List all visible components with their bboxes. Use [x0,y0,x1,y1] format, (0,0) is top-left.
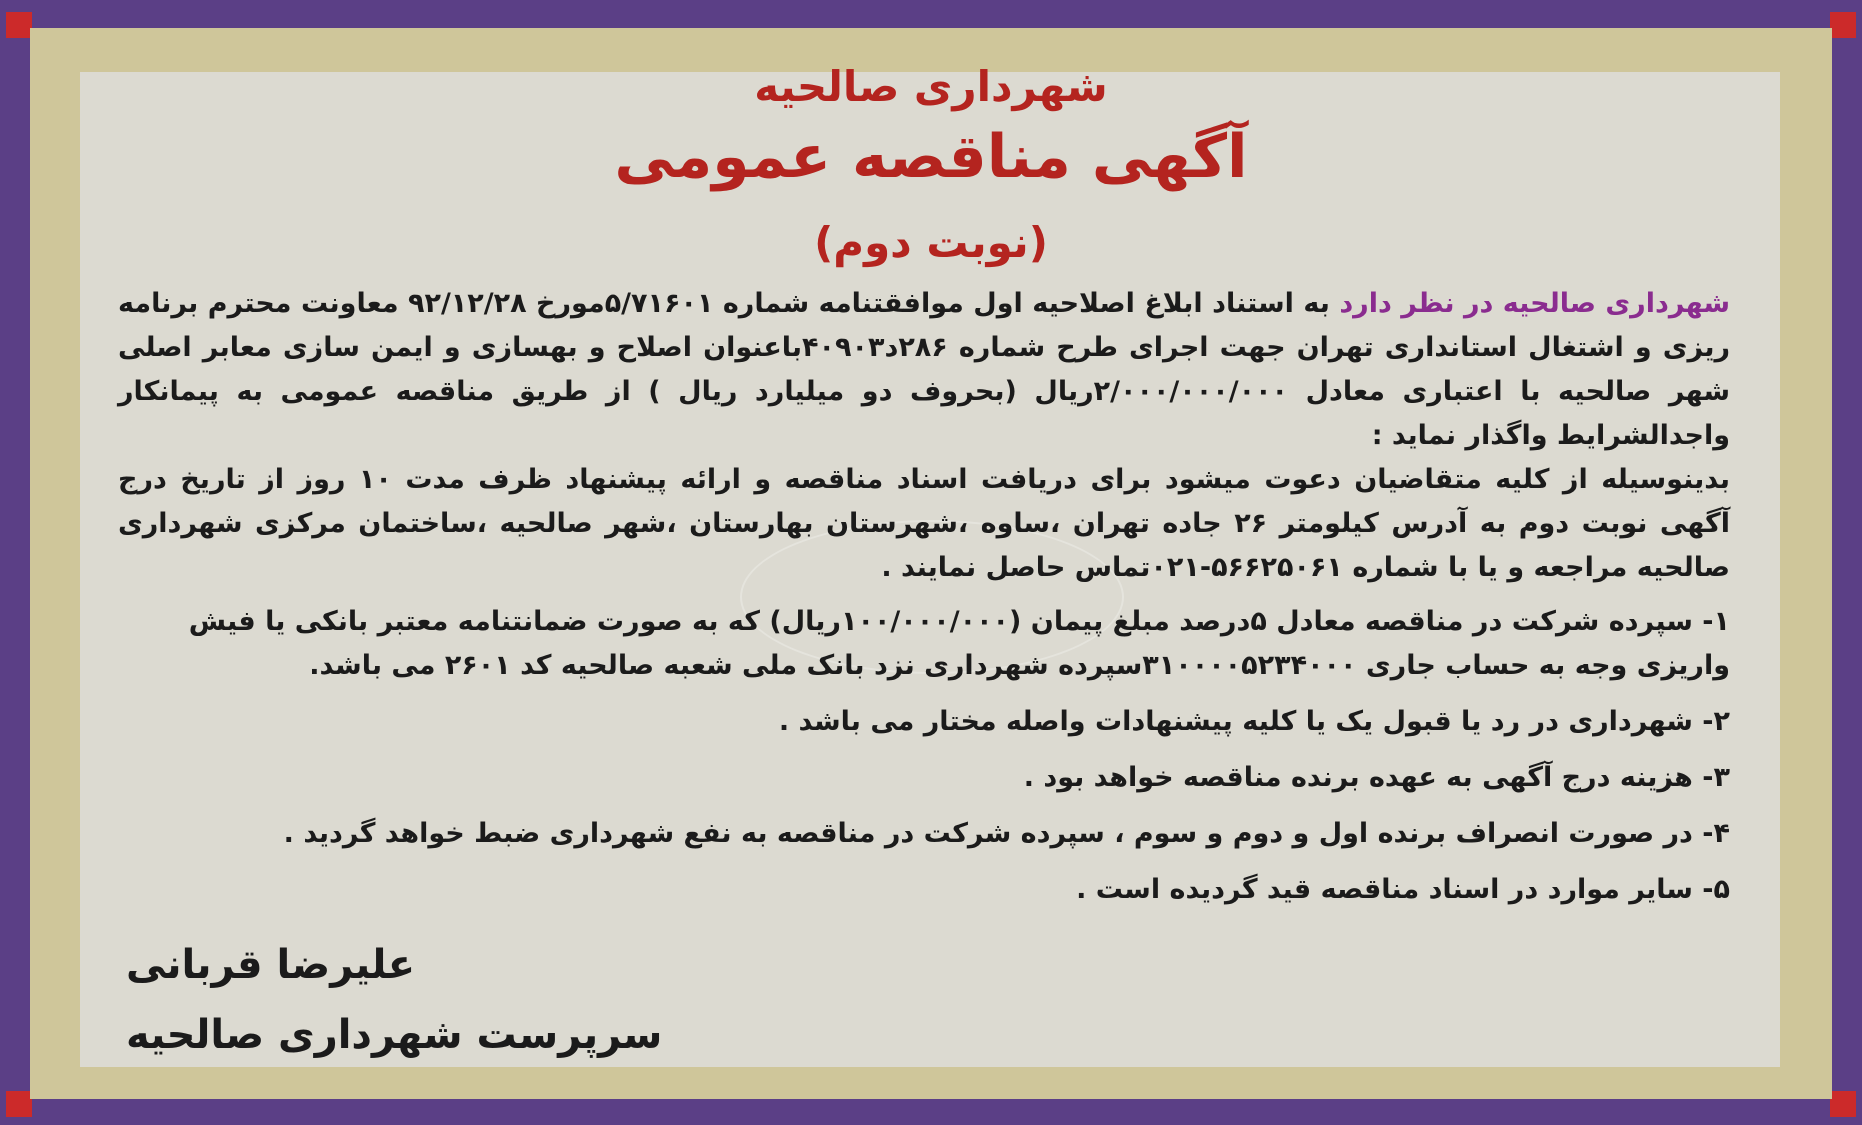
condition-item: ۲- شهرداری در رد یا قبول یک یا کلیه پیشنهادات واصله مختار می باشد . [778,706,1730,737]
condition-item: ۳- هزینه درج آگهی به عهده برنده مناقصه خواهد بود . [1023,762,1730,793]
intro-text: به استناد ابلاغ اصلاحیه اول موافقتنامه شماره ۵/۷۱۶۰۱مورخ ۹۲/۱۲/۲۸ معاونت محترم برنامه ریزی و اشتغال استانداری تهران جهت اجرای طرح شماره ۲۸۶د۴۰۹۰۳باعنوان اصلاح و بهسازی و ایمن سازی معابر اصلی شهر صالحیه با اعتباری معادل ۲/۰۰۰/۰۰۰/۰۰۰ریال (بحروف دو میلیارد ریال ) از طریق مناقصه عمومی به پیمانکار واجدالشرایط واگذار نماید : [118,288,1730,451]
invitation-paragraph: بدینوسیله از کلیه متقاضیان دعوت میشود برای دریافت اسناد مناقصه و ارائه پیشنهاد ظرف مدت ۱۰ روز از تاریخ درج آگهی نوبت دوم به آدرس کیلومتر ۲۶ جاده تهران ،ساوه ،شهرستان بهارستان ،شهر صالحیه ،ساختمان مرکزی شهرداری صالحیه مراجعه و یا با شماره ۵۶۶۲۵۰۶۱-۰۲۱تماس حاصل نمایند . [118,464,1730,583]
corner-marker [6,1091,32,1117]
condition-item: ۱- سپرده شرکت در مناقصه معادل ۵درصد مبلغ پیمان (۱۰۰/۰۰۰/۰۰۰ریال) که به صورت ضمانتنامه معتبر بانکی یا فیش واریزی وجه به حساب جاری ۳۱۰۰۰۰۵۲۳۴۰۰۰سپرده شهرداری نزد بانک ملی شعبه صالحیه کد ۲۶۰۱ می باشد. [188,606,1730,681]
organization-heading: شهرداری صالحیه [754,62,1108,111]
signatory-name: علیرضا قربانی [126,942,416,988]
corner-marker [6,12,32,38]
conditions-list [118,600,1730,924]
notice-round: (نوبت دوم) [814,218,1048,267]
condition-item: ۴- در صورت انصراف برنده اول و دوم و سوم ، سپرده شرکت در مناقصه به نفع شهرداری ضبط خواهد گردید . [283,818,1730,849]
intro-paragraph [118,282,1730,458]
corner-marker [1830,1091,1856,1117]
intro-lead: شهرداری صالحیه در نظر دارد [1339,288,1730,319]
notice-title: آگهی مناقصه عمومی [614,122,1248,192]
notice-body [118,282,1730,590]
condition-item: ۵- سایر موارد در اسناد مناقصه قید گردیده است . [1076,874,1730,905]
signatory-title: سرپرست شهرداری صالحیه [126,1012,663,1058]
corner-marker [1830,12,1856,38]
